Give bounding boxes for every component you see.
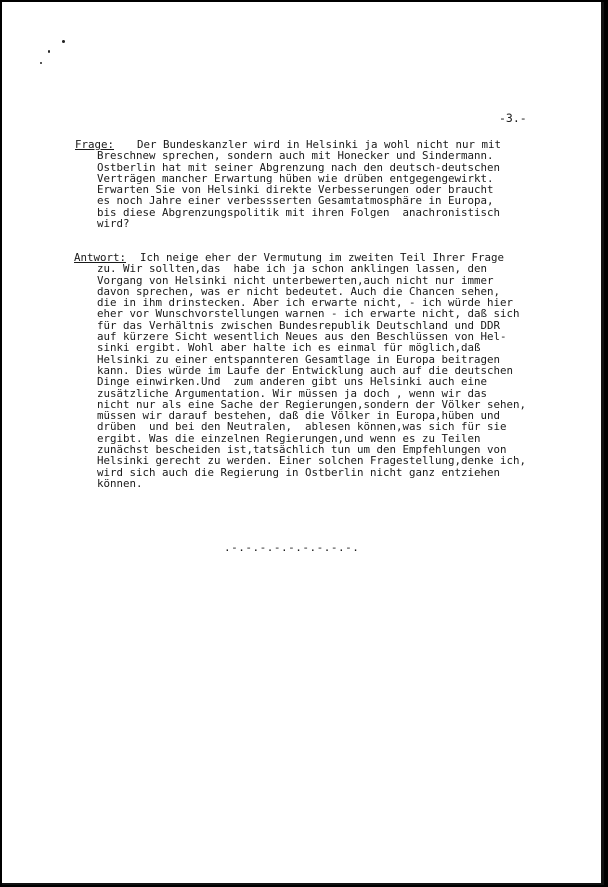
- question-line: es noch Jahre einer verbessserten Gesamtatmosphäre in Europa,: [97, 194, 494, 208]
- question-line: Ostberlin hat mit seiner Abgrenzung nach den deutsch-deutschen: [97, 160, 501, 174]
- answer-line: Ich neige eher der Vermutung im zweiten Teil Ihrer Frage: [140, 251, 505, 264]
- question-line: Breschnew sprechen, sondern auch mit Honecker und Sindermann.: [97, 149, 494, 163]
- answer-line: Vorgang von Helsinki nicht unterbewerten,auch nicht nur immer: [97, 273, 494, 287]
- answer-block: [74, 252, 564, 489]
- question-line: Der Bundeskanzler wird in Helsinki ja wohl nicht nur mit: [137, 138, 502, 151]
- closing-dash-line: .-.-.-.-.-.-.-.-.-.: [224, 541, 360, 554]
- page-number: -3.-: [499, 111, 527, 125]
- question-line: Verträgen mancher Erwartung hüben wie drüben entgegengewirkt.: [97, 171, 494, 185]
- question-line: bis diese Abgrenzungspolitik mit ihren Folgen anachronistisch: [97, 205, 501, 219]
- answer-line: drüben und bei den Neutralen, ablesen können,was sich für sie: [97, 420, 507, 434]
- answer-line: kann. Dies würde im Laufe der Entwicklung auch auf die deutschen: [97, 363, 514, 377]
- answer-line: für das Verhältnis zwischen Bundesrepublik Deutschland und DDR: [97, 318, 501, 332]
- question-line: Erwarten Sie von Helsinki direkte Verbesserungen oder braucht: [97, 183, 494, 197]
- answer-line: Dinge einwirken.Und zum anderen gibt uns Helsinki auch eine: [97, 375, 488, 389]
- answer-line: zu. Wir sollten,das habe ich ja schon anklingen lassen, den: [97, 262, 488, 276]
- scan-edge-bottom: [2, 883, 604, 885]
- answer-line: können.: [97, 476, 143, 490]
- scan-speck: [62, 40, 65, 43]
- answer-line: eher vor Wunschvorstellungen warnen - ich erwarte nicht, daß sich: [97, 307, 520, 321]
- scan-speck: [40, 62, 42, 64]
- question-line: wird?: [97, 217, 130, 231]
- answer-line: die in ihm drinstecken. Aber ich erwarte nicht, - ich würde hier: [97, 296, 514, 310]
- answer-line: Helsinki zu einer entspannteren Gesamtlage in Europa beitragen: [97, 352, 501, 366]
- answer-line: wird sich auch die Regierung in Ostberlin nicht ganz entziehen: [97, 465, 501, 479]
- answer-line: nicht nur als eine Sache der Regierungen,sondern der Völker sehen,: [97, 397, 527, 411]
- answer-line: Helsinki gerecht zu werden. Einer solchen Fragestellung,denke ich,: [97, 454, 527, 468]
- answer-line: zusätzliche Argumentation. Wir müssen ja doch , wenn wir das: [97, 386, 488, 400]
- question-label: Frage:: [75, 138, 115, 151]
- answer-line: auf kürzere Sicht wesentlich Neues aus den Beschlüssen von Hel-: [97, 330, 507, 344]
- answer-line: müssen wir darauf bestehen, daß die Völker in Europa,hüben und: [97, 409, 501, 423]
- document-page: [2, 2, 604, 885]
- question-block: [75, 139, 555, 229]
- answer-label: Antwort:: [74, 251, 127, 264]
- scan-edge-right: [601, 2, 604, 885]
- answer-line: davon sprechen, was er nicht bedeutet. Auch die Chancen sehen,: [97, 284, 501, 298]
- scan-speck: [48, 50, 50, 53]
- answer-line: sinki ergibt. Wohl aber halte ich es einmal für möglich,daß: [97, 341, 481, 355]
- answer-line: zunächst bescheiden ist,tatsächlich tun um den Empfehlungen von: [97, 443, 507, 457]
- answer-line: ergibt. Was die einzelnen Regierungen,und wenn es zu Teilen: [97, 431, 481, 445]
